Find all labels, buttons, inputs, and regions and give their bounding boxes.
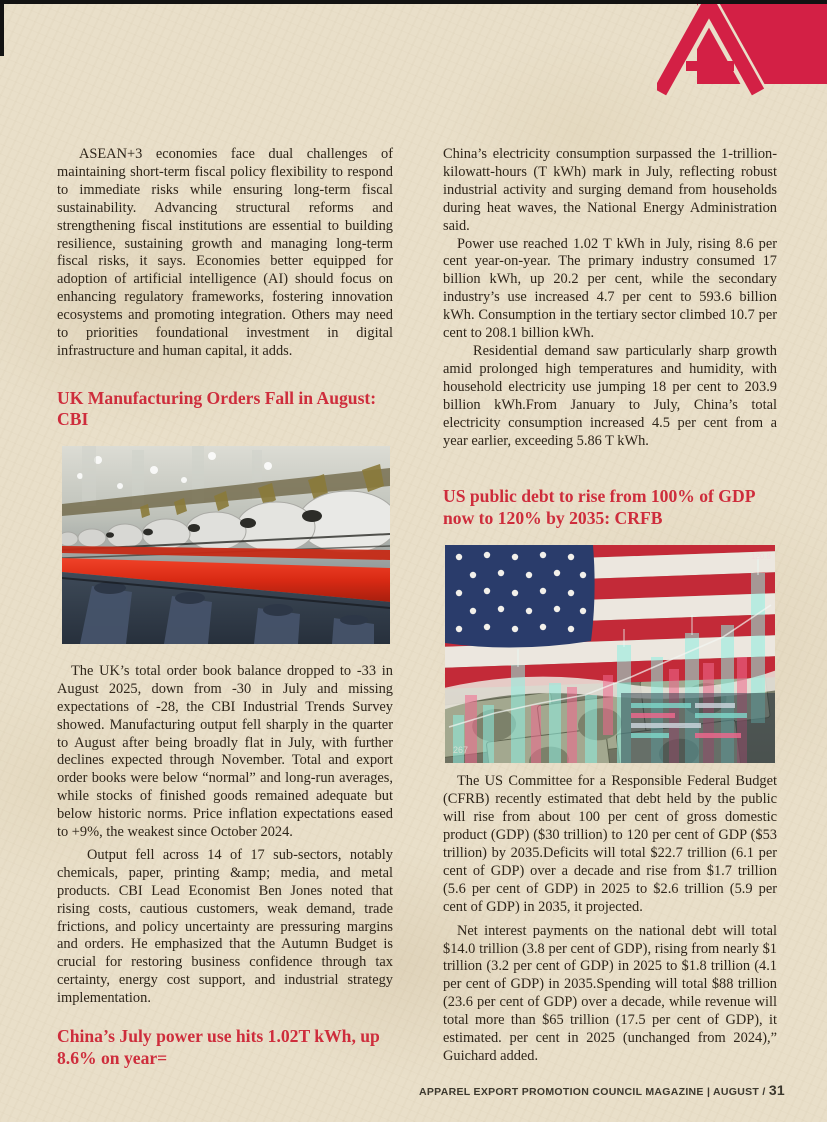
asean-fiscal-paragraph: ASEAN+3 economies face dual challenges of maintaining short-term fiscal policy flexibility to respond to immediate risks while ensuring long-term fiscal sustainability. Advancing structural reforms and strengthening fiscal institutions are essential to building resilience, sustaining growth and managing long-term fiscal risks, it says. Economies better equipped for adoption of artificial intelligence (AI) should focus on enhancing regulatory frameworks, fostering innovation ecosystems and promoting integration. Others may need to priorities foundational investment in digital infrastructure and human capital, it adds. [57,146,393,359]
left-column [57,146,393,1069]
china-power-use-paragraph: Power use reached 1.02 T kWh in July, rising 8.6 per cent year-on-year. The primary industry consumed 17 billion kWh, up 20.2 per cent, while the secondary industry’s use increased 4.7 per cent to 593.6 billion kWh. Consumption in the tertiary sector climbed 10.7 per cent to 208.1 billion kWh. [443,235,777,342]
textile-machine-figure [62,446,390,644]
net-interest-paragraph: Net interest payments on the national debt will total $14.0 trillion (3.8 per cent of GDP), rising from nearly $1 trillion (3.2 per cent of GDP) in 2025 to $1.8 trillion (4.1 per cent of GDP) in 2035.Spending will total $88 trillion (23.6 per cent of GDP) over a decade, while revenue will total more than $65 trillion (17.5 per cent of GDP), it estimated. per cent in 2025 (unchanged from 2024),” Guichard added. [443,922,777,1064]
china-residential-paragraph: Residential demand saw particularly sharp growth amid prolonged high temperatures and humidity, with household electricity use jumping 18 per cent to 203.9 billion kWh.From January to July, China’s total electricity consumption increased 4.5 per cent from a year earlier, exceeding 5.86 T kWh. [443,342,777,449]
right-column [443,146,777,1066]
us-flag-debt-chart-image [445,545,775,763]
chart-index-label: 267 [453,745,469,756]
uk-output-paragraph: Output fell across 14 of 17 sub-sectors, notably chemicals, paper, printing &amp; media, and metal products. CBI Lead Economist Ben Jones noted that rising costs, cautious customers, weak demand, trade frictions, and policy uncertainty are pressuring margins and orders. He emphasized that the Autumn Budget is crucial for restoring business confidence through tax certainty, energy cost support, and industrial strategy implementation. [57,846,393,1007]
left-edge-rule [0,0,4,56]
cfrb-estimate-paragraph: The US Committee for a Responsible Federal Budget (CFRB) recently estimated that debt held by the public will rise from about 100 per cent of gross domestic product (GDP) ($30 trillion) to 120 per cent of GDP ($53 trillion) by 2035.Deficits will total $22.7 trillion (6.1 per cent of GDP) over a decade and rise from $1.7 trillion (5.6 per cent of GDP) in 2025 to $2.6 trillion (5.9 per cent of GDP) in 2035, it projected. [443,773,777,915]
page-footer [419,1082,785,1098]
textile-spinning-machine-image [62,446,390,644]
china-power-headline: China’s July power use hits 1.02T kWh, up 8.6% on year= [57,1026,380,1068]
us-debt-figure [445,545,775,763]
footer-label: APPAREL EXPORT PROMOTION COUNCIL MAGAZINE | AUGUST / [419,1086,766,1098]
uk-manufacturing-headline: UK Manufacturing Orders Fall in August: CBI [57,387,377,430]
chart-price-label: 120.8 [750,552,771,562]
page-number: 31 [768,1082,785,1098]
us-debt-headline: US public debt to rise from 100% of GDP now to 120% by 2035: CRFB [443,486,755,528]
china-electricity-paragraph: China’s electricity consumption surpassed the 1-trillion-kilowatt-hours (T kWh) mark in July, reflecting robust industrial activity and surging demand from households during heat waves, the National Energy Administration said. [443,146,777,234]
magazine-a-logo-icon [657,4,827,96]
uk-orders-paragraph: The UK’s total order book balance dropped to -33 in August 2025, down from -30 in July and missing expectations of -28, the CBI Industrial Trends Survey showed. Manufacturing output fell sharply in the quarter to August after being broadly flat in July, with further declines expected through November. Total and export order books were below “normal” and long-run averages, while stocks of finished goods remained adequate but below historic norms. Price inflation expectations eased to +9%, the weakest since October 2024. [57,662,393,841]
